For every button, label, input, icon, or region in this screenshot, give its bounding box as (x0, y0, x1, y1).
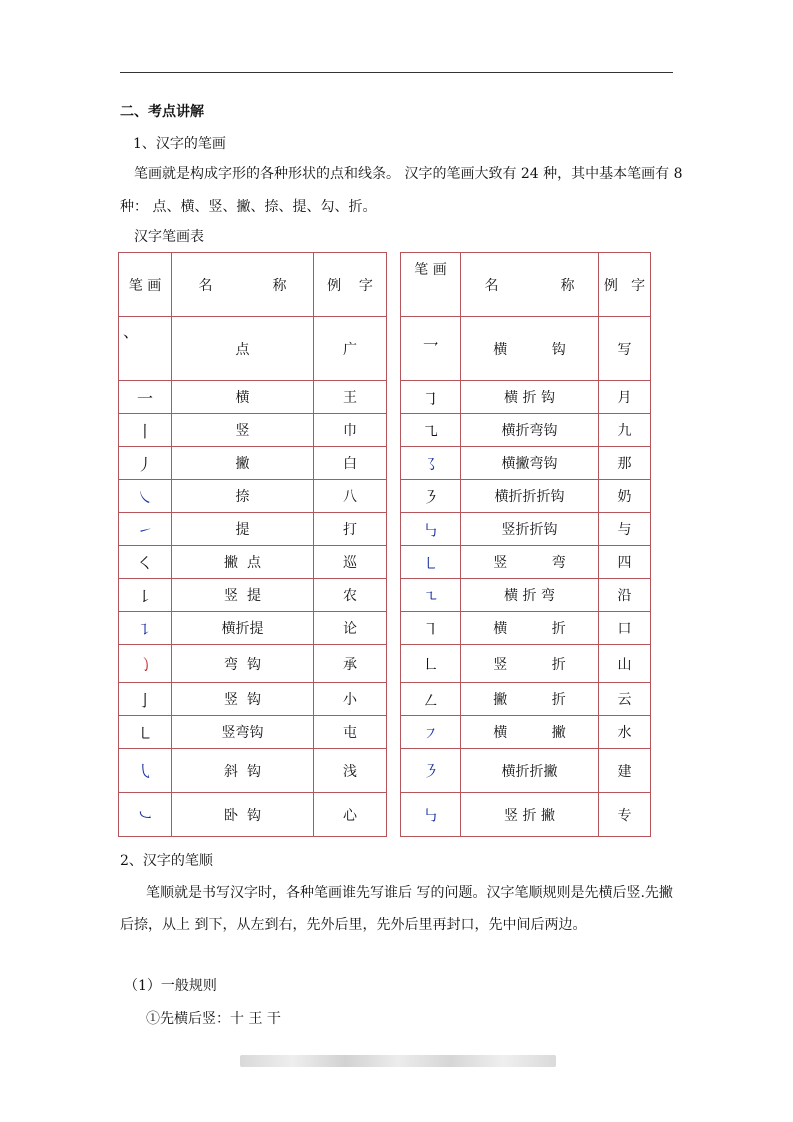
stroke-glyph: ㇉ (401, 793, 461, 837)
stroke-example: 农 (314, 579, 387, 612)
stroke-name: 撇 折 (461, 683, 599, 716)
table-row (401, 546, 651, 579)
table-row (119, 683, 387, 716)
stroke-glyph: 亅 (119, 683, 172, 716)
rule-general-title: （1）一般规则 (124, 978, 217, 994)
stroke-example: 广 (314, 317, 387, 381)
stroke-table-right (400, 252, 651, 837)
subsection-title-order: 2、汉字的笔顺 (120, 853, 213, 869)
stroke-glyph: ㇄ (401, 546, 461, 579)
table-row (401, 579, 651, 612)
stroke-glyph: ㇋ (401, 749, 461, 793)
stroke-name: 点 (172, 317, 314, 381)
stroke-glyph: ㇁ (119, 645, 172, 683)
stroke-example: 承 (314, 645, 387, 683)
table-row (119, 480, 387, 513)
stroke-example: 巾 (314, 414, 387, 447)
stroke-name: 弯 钩 (172, 645, 314, 683)
stroke-glyph: ㇄ (119, 716, 172, 749)
stroke-name: 横 撇 (461, 716, 599, 749)
stroke-example: 巡 (314, 546, 387, 579)
stroke-example: 建 (599, 749, 651, 793)
stroke-name: 横撇弯钩 (461, 447, 599, 480)
stroke-example: 沿 (599, 579, 651, 612)
blurred-footer (240, 1055, 556, 1067)
table-row (401, 793, 651, 837)
stroke-name: 卧 钩 (172, 793, 314, 837)
stroke-glyph: ㇉ (401, 513, 461, 546)
stroke-glyph: ㇇ (401, 716, 461, 749)
table-row (401, 612, 651, 645)
table-row (401, 683, 651, 716)
stroke-name: 横折折折钩 (461, 480, 599, 513)
stroke-name: 竖折折钩 (461, 513, 599, 546)
table-row (401, 749, 651, 793)
table-row (119, 317, 387, 381)
table-row (401, 645, 651, 683)
stroke-example: 四 (599, 546, 651, 579)
stroke-name: 横 钩 (461, 317, 599, 381)
stroke-glyph: ㇛ (119, 546, 172, 579)
table-row (119, 716, 387, 749)
header-name (172, 253, 314, 317)
stroke-example: 奶 (599, 480, 651, 513)
stroke-name: 捺 (172, 480, 314, 513)
table-row (401, 480, 651, 513)
header-example: 例 字 (314, 253, 387, 317)
stroke-example: 那 (599, 447, 651, 480)
stroke-glyph: ㇌ (401, 447, 461, 480)
header-name (461, 253, 599, 317)
stroke-example: 白 (314, 447, 387, 480)
table-row (401, 716, 651, 749)
header-rule (120, 72, 673, 73)
header-name-a: 名 (484, 277, 499, 294)
stroke-example: 与 (599, 513, 651, 546)
table-header-row (401, 253, 651, 317)
stroke-name: 横 (172, 381, 314, 414)
stroke-name: 竖弯钩 (172, 716, 314, 749)
table-row (119, 414, 387, 447)
stroke-glyph: ㇂ (119, 749, 172, 793)
stroke-glyph: ㇋ (401, 480, 461, 513)
stroke-glyph: ㇜ (401, 683, 461, 716)
stroke-example: 云 (599, 683, 651, 716)
stroke-glyph: ㇊ (119, 612, 172, 645)
table-row (119, 381, 387, 414)
stroke-name: 竖 弯 (461, 546, 599, 579)
header-name-a: 名 (198, 277, 213, 294)
stroke-glyph: ㇙ (119, 579, 172, 612)
table-row (119, 513, 387, 546)
stroke-name: 斜 钩 (172, 749, 314, 793)
stroke-name: 竖 提 (172, 579, 314, 612)
header-example: 例 字 (599, 253, 651, 317)
stroke-name: 横折弯钩 (461, 414, 599, 447)
stroke-name: 竖 折 撇 (461, 793, 599, 837)
stroke-glyph: ㇆ (401, 381, 461, 414)
header-stroke: 笔 画 (401, 253, 461, 317)
subsection-title-strokes: 1、汉字的笔画 (133, 136, 226, 152)
stroke-name: 横 折 弯 (461, 579, 599, 612)
stroke-glyph: 丨 (119, 414, 172, 447)
stroke-glyph: 丿 (119, 447, 172, 480)
stroke-example: 论 (314, 612, 387, 645)
stroke-example: 口 (599, 612, 651, 645)
header-name-b: 称 (560, 277, 575, 294)
stroke-example: 打 (314, 513, 387, 546)
stroke-glyph: ㇀ (119, 513, 172, 546)
stroke-glyph: ㇗ (401, 645, 461, 683)
paragraph-strokes-line2: 种： 点、横、竖、撇、捺、提、勾、折。 (120, 199, 377, 215)
table-row (401, 447, 651, 480)
stroke-example: 心 (314, 793, 387, 837)
stroke-glyph: ㇏ (119, 480, 172, 513)
stroke-example: 山 (599, 645, 651, 683)
stroke-name: 横 折 (461, 612, 599, 645)
stroke-example: 写 (599, 317, 651, 381)
stroke-name: 横 折 钩 (461, 381, 599, 414)
table-row (119, 612, 387, 645)
stroke-name: 撇 点 (172, 546, 314, 579)
stroke-glyph: 一 (119, 381, 172, 414)
stroke-glyph: ㇃ (119, 793, 172, 837)
stroke-example: 水 (599, 716, 651, 749)
section-title: 二、考点讲解 (120, 104, 204, 120)
stroke-name: 撇 (172, 447, 314, 480)
stroke-name: 竖 (172, 414, 314, 447)
table-row (119, 546, 387, 579)
stroke-example: 小 (314, 683, 387, 716)
table-row (401, 381, 651, 414)
rule-general-item: ①先横后竖：十 王 干 (146, 1011, 281, 1027)
header-name-b: 称 (272, 277, 287, 294)
table-header-row (119, 253, 387, 317)
table-row (401, 414, 651, 447)
stroke-name: 竖 钩 (172, 683, 314, 716)
stroke-glyph: ㇕ (401, 612, 461, 645)
table-row (119, 749, 387, 793)
stroke-glyph: ㇍ (401, 579, 461, 612)
stroke-example: 浅 (314, 749, 387, 793)
stroke-example: 月 (599, 381, 651, 414)
table-row (119, 447, 387, 480)
table-row (401, 513, 651, 546)
stroke-example: 王 (314, 381, 387, 414)
stroke-example: 九 (599, 414, 651, 447)
table-row (119, 793, 387, 837)
paragraph-order-line1: 笔顺就是书写汉字时，各种笔画谁先写谁后 写的问题。汉字笔顺规则是先横后竖.先撇 (146, 885, 673, 901)
stroke-example: 专 (599, 793, 651, 837)
table-caption: 汉字笔画表 (134, 229, 204, 245)
stroke-name: 横折折撇 (461, 749, 599, 793)
stroke-glyph: 乛 (401, 317, 461, 381)
stroke-example: 屯 (314, 716, 387, 749)
stroke-glyph: ㇈ (401, 414, 461, 447)
table-row (119, 645, 387, 683)
stroke-glyph: 、 (119, 317, 172, 381)
table-row (119, 579, 387, 612)
stroke-name: 提 (172, 513, 314, 546)
paragraph-strokes-line1: 笔画就是构成字形的各种形状的点和线条。 汉字的笔画大致有 24 种，其中基本笔画有 8 (134, 166, 683, 182)
table-row (401, 317, 651, 381)
stroke-example: 八 (314, 480, 387, 513)
paragraph-order-line2: 后捺，从上 到下，从左到右，先外后里，先外后里再封口，先中间后两边。 (120, 917, 587, 933)
stroke-name: 竖 折 (461, 645, 599, 683)
header-stroke: 笔 画 (119, 253, 172, 317)
stroke-name: 横折提 (172, 612, 314, 645)
stroke-table-left (118, 252, 387, 837)
